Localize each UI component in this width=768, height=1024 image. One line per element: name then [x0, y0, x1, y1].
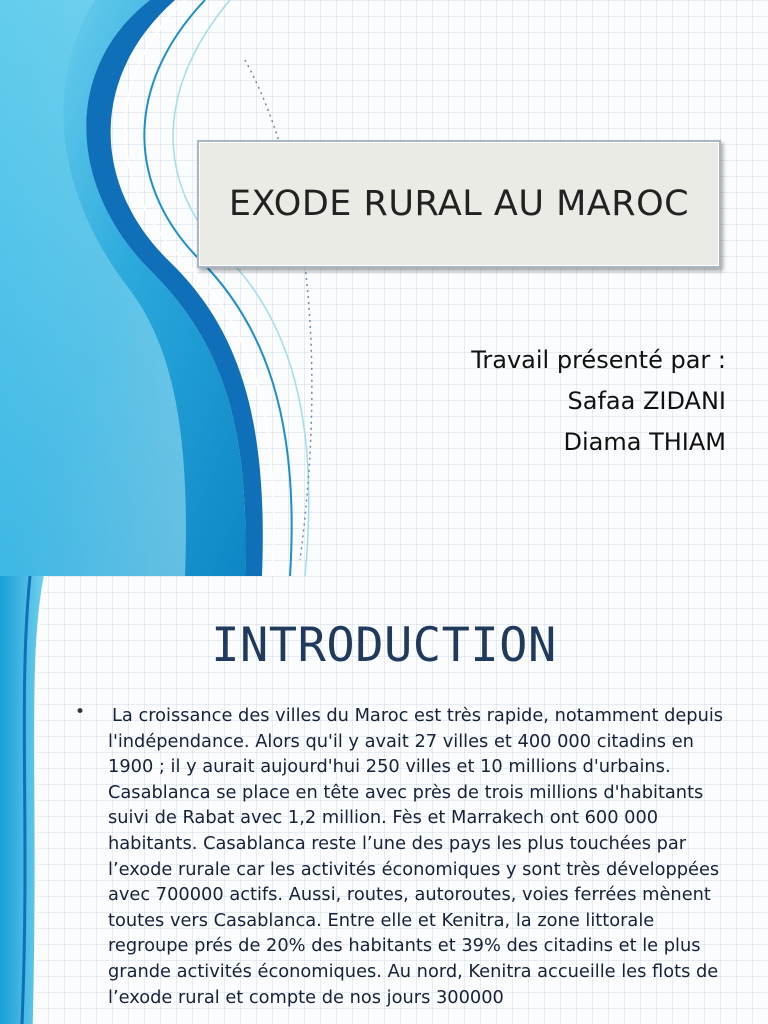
introduction-heading: INTRODUCTION [211, 618, 557, 673]
bullet-icon: • [75, 702, 86, 722]
blue-swoosh-decoration [0, 0, 330, 576]
author-name: Safaa ZIDANI [567, 387, 726, 415]
authors-block [471, 340, 726, 463]
slide-title: EXODE RURAL AU MAROC [228, 184, 690, 224]
presented-by-label: Travail présenté par : [471, 346, 726, 374]
introduction-paragraph: La croissance des villes du Maroc est très rapide, notamment depuis l'indépendance. Alors qu'il y avait 27 villes et 400 000 citadins en 1900 ; il y aurait aujourd'hui 250 villes et 10 millions d'urbains. Casablanca se place en tête avec près de trois millions d'habitants suivi de Rabat avec 1,2 million. Fès et Marrakech ont 600 000 habitants. Casablanca reste l’une des pays les plus touchées par l’exode rurale car les activités économiques y sont très développées avec 700000 actifs. Aussi, routes, autoroutes, voies ferrées mènent toutes vers Casablanca. Entre elle et Kenitra, la zone littorale regroupe prés de 20% des habitants et 39% des citadins et le plus grande activités économiques. Au nord, Kenitra accueille les flots de l’exode rural et compte de nos jours 300000 [108, 705, 724, 1008]
title-box [197, 140, 721, 268]
author-name: Diama THIAM [563, 428, 726, 456]
